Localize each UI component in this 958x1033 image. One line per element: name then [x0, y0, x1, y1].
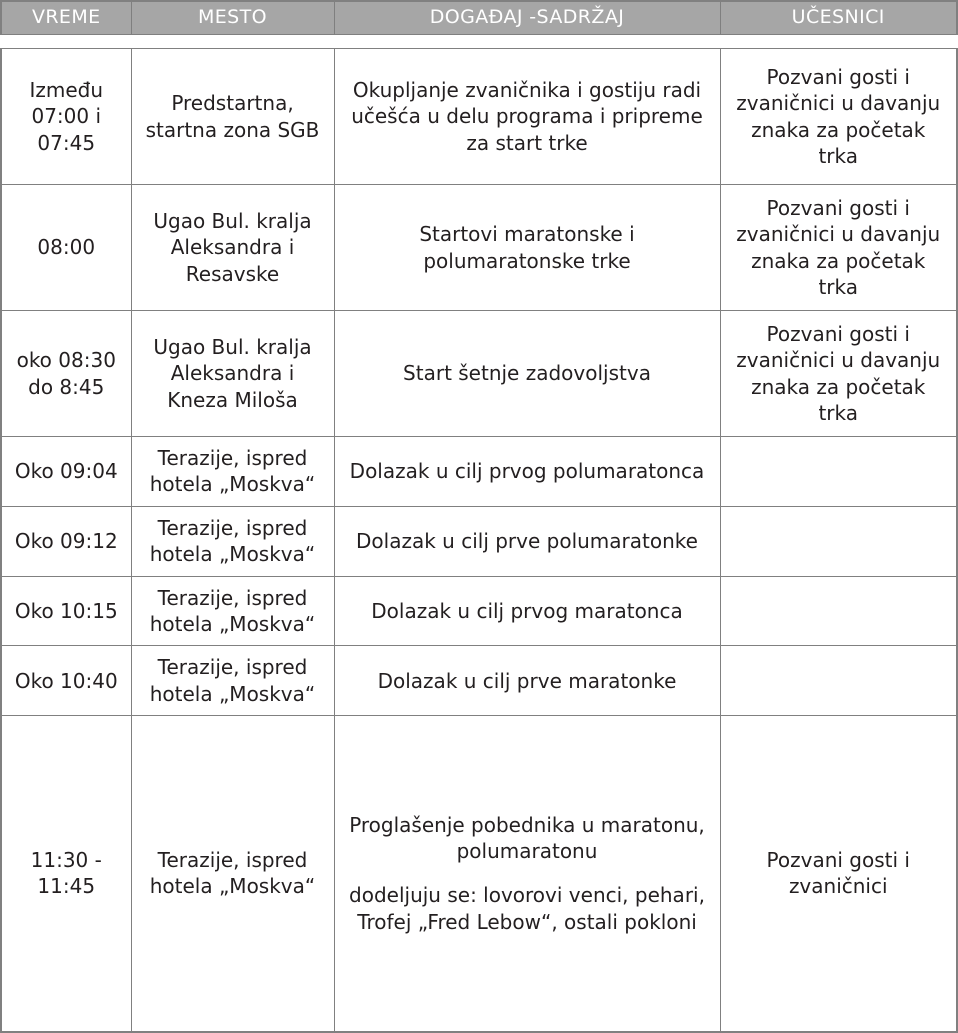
table-row — [1, 311, 957, 437]
cell-place: Terazije, ispred hotela „Moskva“ — [131, 506, 334, 576]
cell-event: Start šetnje zadovoljstva — [334, 311, 720, 437]
spacer-cell — [720, 35, 957, 49]
table-row — [1, 506, 957, 576]
column-header-event: DOGAĐAJ -SADRŽAJ — [334, 1, 720, 35]
cell-event: Startovi maratonske i polumaratonske trke — [334, 185, 720, 311]
cell-event — [334, 716, 720, 1032]
cell-participants — [720, 576, 957, 646]
cell-time: oko 08:30 do 8:45 — [1, 311, 131, 437]
table-body — [1, 35, 957, 1032]
cell-participants: Pozvani gosti i zvaničnici — [720, 716, 957, 1032]
cell-place: Predstartna, startna zona SGB — [131, 49, 334, 185]
cell-place: Terazije, ispred hotela „Moskva“ — [131, 716, 334, 1032]
table-header-row — [1, 1, 957, 35]
spacer-cell — [1, 35, 131, 49]
cell-event: Dolazak u cilj prvog maratonca — [334, 576, 720, 646]
cell-event: Dolazak u cilj prve maratonke — [334, 646, 720, 716]
cell-time: Između 07:00 i 07:45 — [1, 49, 131, 185]
table-row — [1, 646, 957, 716]
cell-participants — [720, 646, 957, 716]
cell-event-paragraph-2: dodeljuju se: lovorovi venci, pehari, Trofej „Fred Lebow“, ostali pokloni — [349, 883, 705, 934]
cell-event: Dolazak u cilj prvog polumaratonca — [334, 437, 720, 507]
cell-participants: Pozvani gosti i zvaničnici u davanju znaka za početak trka — [720, 49, 957, 185]
cell-place: Terazije, ispred hotela „Moskva“ — [131, 576, 334, 646]
table-row — [1, 716, 957, 1032]
cell-time: 08:00 — [1, 185, 131, 311]
cell-place: Terazije, ispred hotela „Moskva“ — [131, 646, 334, 716]
cell-event: Dolazak u cilj prve polumaratonke — [334, 506, 720, 576]
cell-place: Ugao Bul. kralja Aleksandra i Kneza Miloša — [131, 311, 334, 437]
table-row — [1, 437, 957, 507]
cell-event: Okupljanje zvaničnika i gostiju radi učešća u delu programa i pripreme za start trke — [334, 49, 720, 185]
spacer-row — [1, 35, 957, 49]
cell-time: Oko 10:40 — [1, 646, 131, 716]
column-header-time: VREME — [1, 1, 131, 35]
table-header — [1, 1, 957, 35]
cell-time: 11:30 - 11:45 — [1, 716, 131, 1032]
column-header-place: MESTO — [131, 1, 334, 35]
cell-time: Oko 09:12 — [1, 506, 131, 576]
cell-participants: Pozvani gosti i zvaničnici u davanju znaka za početak trka — [720, 311, 957, 437]
cell-place: Ugao Bul. kralja Aleksandra i Resavske — [131, 185, 334, 311]
table-row — [1, 576, 957, 646]
cell-participants: Pozvani gosti i zvaničnici u davanju znaka za početak trka — [720, 185, 957, 311]
table-row — [1, 185, 957, 311]
cell-participants — [720, 506, 957, 576]
cell-place: Terazije, ispred hotela „Moskva“ — [131, 437, 334, 507]
cell-event-paragraph-1: Proglašenje pobednika u maratonu, polumaratonu — [349, 812, 705, 863]
cell-participants — [720, 437, 957, 507]
cell-time: Oko 09:04 — [1, 437, 131, 507]
cell-time: Oko 10:15 — [1, 576, 131, 646]
column-header-participants: UČESNICI — [720, 1, 957, 35]
spacer-cell — [131, 35, 334, 49]
table-row — [1, 49, 957, 185]
spacer-cell — [334, 35, 720, 49]
